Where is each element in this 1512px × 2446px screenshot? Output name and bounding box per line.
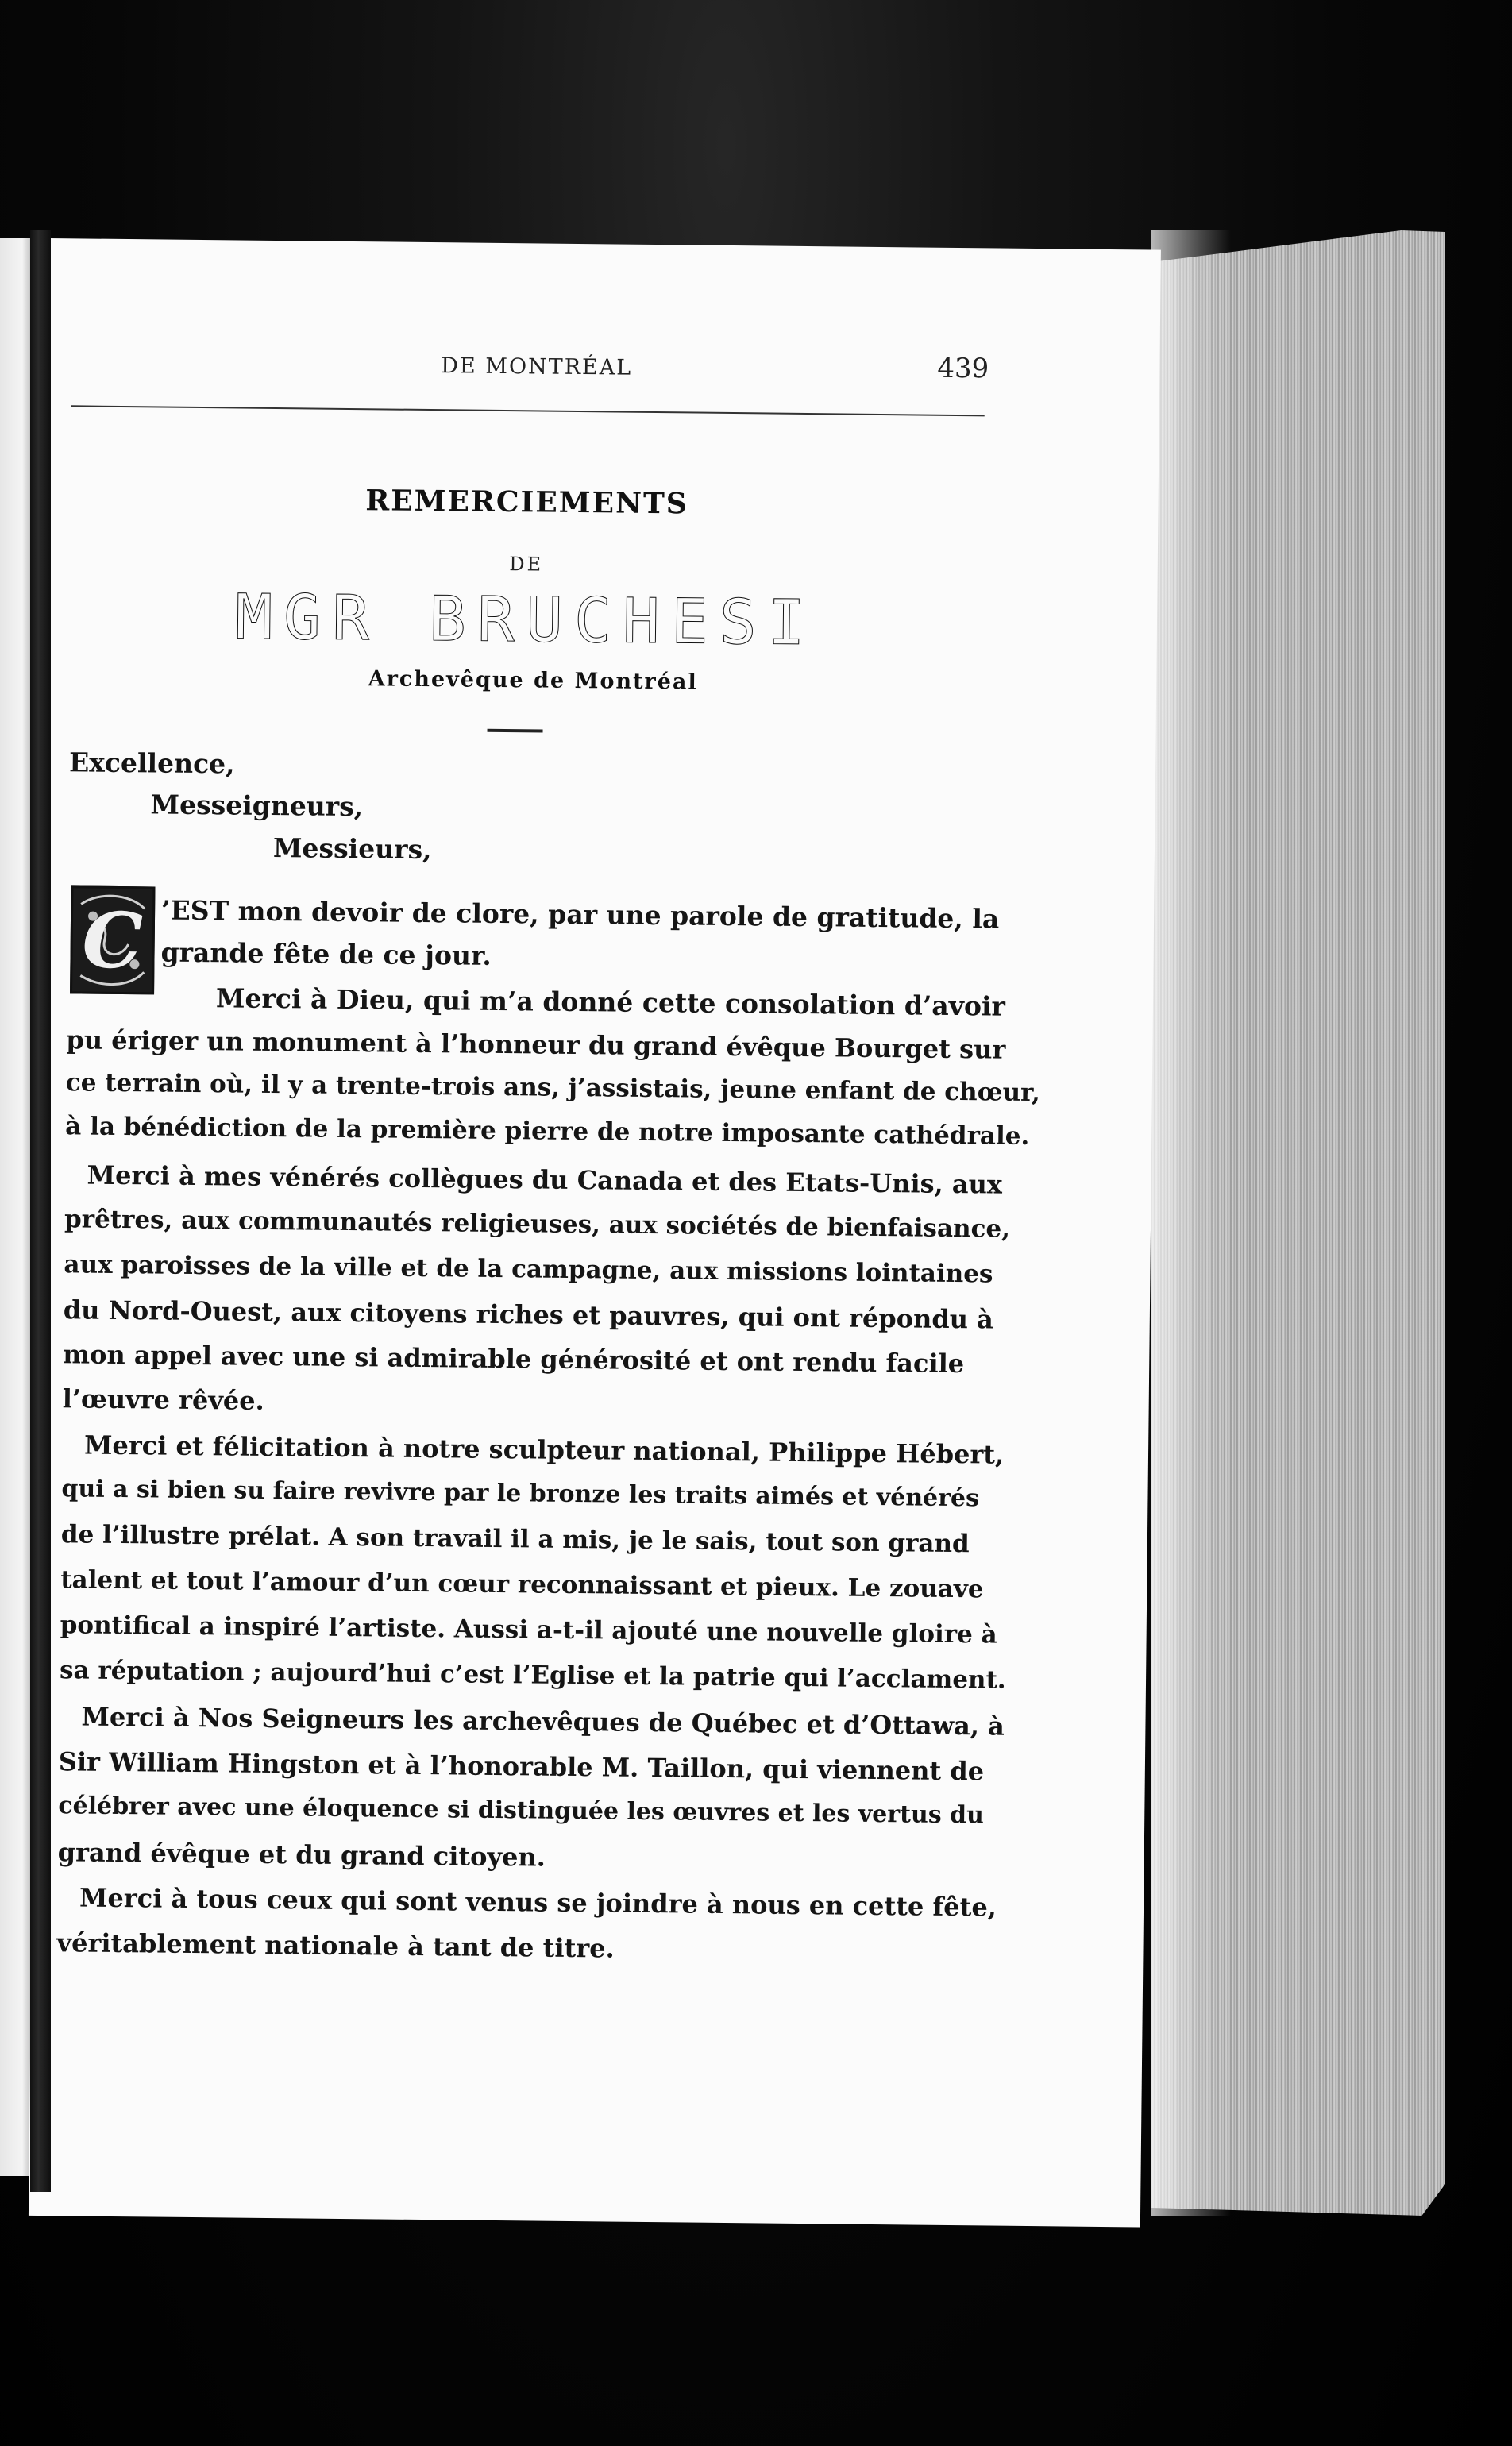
body-line: véritablement nationale à tant de titre. [56, 1927, 615, 1964]
body-line: pu ériger un monument à l’honneur du grand évêque Bourget sur [66, 1024, 1006, 1065]
body-line: célébrer avec une éloquence si distinguée les œuvres et les vertus du [58, 1792, 985, 1830]
body-line: ’EST mon devoir de clore, par une parole de gratitude, la [160, 894, 1000, 935]
book-page [29, 238, 1161, 2228]
page-number: 439 [937, 352, 989, 385]
body-line: de l’illustre prélat. A son travail il a mis, je le sais, tout son grand [60, 1520, 970, 1559]
body-line: Merci et félicitation à notre sculpteur national, Philippe Hébert, [83, 1429, 1005, 1470]
body-line: du Nord-Ouest, aux citoyens riches et pauvres, qui ont répondu à [63, 1294, 994, 1335]
salutation-2: Messeigneurs, [150, 789, 364, 823]
body-line: aux paroisses de la ville et de la campagne, aux missions lointaines [64, 1250, 993, 1289]
ornamental-rule [488, 729, 543, 733]
header-rule [71, 405, 985, 416]
body-line: grande fête de ce jour. [160, 936, 492, 971]
page-curl-highlight [1151, 230, 1231, 2216]
section-title: REMERCIEMENTS [365, 484, 688, 521]
body-line: Merci à Dieu, qui m’a donné cette consolation d’avoir [215, 982, 1006, 1022]
title-connector: DE [509, 553, 544, 576]
dropcap-initial [70, 885, 155, 994]
body-line: mon appel avec une si admirable générosité et ont rendu facile [63, 1339, 965, 1379]
book-gutter [30, 230, 51, 2192]
body-line: prêtres, aux communautés religieuses, aux sociétés de bienfaisance, [64, 1205, 1011, 1244]
body-line: qui a si bien su faire revivre par le bronze les traits aimés et vénérés [61, 1475, 980, 1513]
author-name: MGR BRUCHESI [234, 581, 817, 660]
body-line: Merci à Nos Seigneurs les archevêques de Québec et d’Ottawa, à [81, 1701, 1005, 1742]
body-line: sa réputation ; aujourd’hui c’est l’Eglise et la patrie qui l’acclament. [59, 1656, 1006, 1695]
body-line: Merci à mes vénérés collègues du Canada et des Etats-Unis, aux [87, 1159, 1003, 1200]
body-line: talent et tout l’amour d’un cœur reconnaissant et pieux. Le zouave [60, 1565, 984, 1604]
previous-page-edge [0, 238, 32, 2176]
salutation-1: Excellence, [68, 747, 235, 780]
body-line: Sir William Hingston et à l’honorable M. Taillon, qui viennent de [58, 1746, 985, 1787]
body-line: pontifical a inspiré l’artiste. Aussi a-t-il ajouté une nouvelle gloire à [60, 1611, 997, 1649]
body-line: grand évêque et du grand citoyen. [57, 1837, 546, 1873]
salutation-3: Messieurs, [272, 831, 432, 866]
body-line: Merci à tous ceux qui sont venus se joindre à nous en cette fête, [79, 1882, 997, 1923]
running-head: DE MONTRÉAL [441, 353, 633, 380]
body-line: l’œuvre rêvée. [62, 1383, 264, 1416]
body-line: ce terrain où, il y a trente-trois ans, j’assistais, jeune enfant de chœur, [65, 1068, 1041, 1108]
author-subtitle: Archevêque de Montréal [368, 666, 698, 695]
dropcap-letter: C [81, 894, 144, 986]
body-line: à la bénédiction de la première pierre de notre imposante cathédrale. [65, 1112, 1030, 1151]
